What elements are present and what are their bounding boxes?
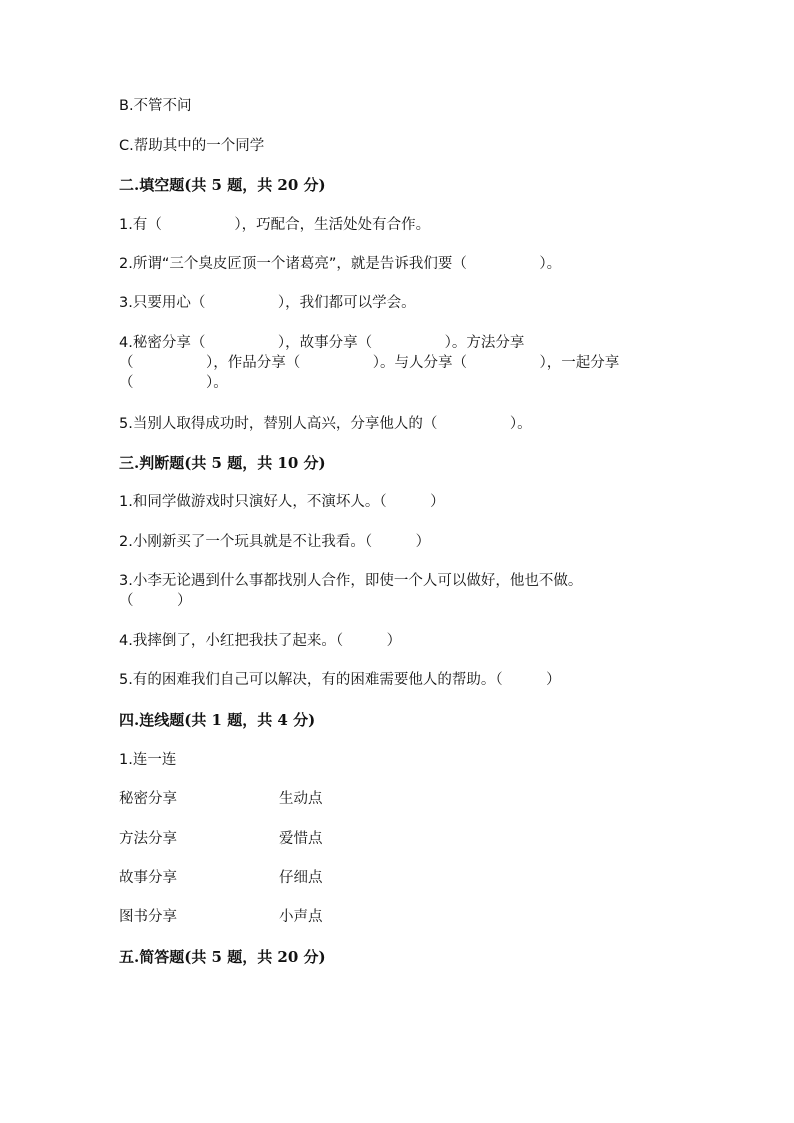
judge-question-5: 5.有的困难我们自己可以解决，有的困难需要他人的帮助。（ ）	[119, 672, 561, 688]
match-pair-row	[119, 907, 323, 927]
match-pair-row	[119, 868, 323, 888]
judge-question-3-line-1: 3.小李无论遇到什么事都找别人合作，即使一个人可以做好，他也不做。	[119, 573, 583, 589]
option-c: C.帮助其中的一个同学	[119, 138, 265, 154]
match-right-item[interactable]: 爱惜点	[279, 831, 323, 847]
judge-question-2: 2.小刚新买了一个玩具就是不让我看。（ ）	[119, 534, 431, 550]
match-pair-row	[119, 829, 323, 849]
fill-question-1: 1.有（ ），巧配合，生活处处有合作。	[119, 217, 431, 233]
fill-question-4-line-1: 4.秘密分享（ ），故事分享（ ）。方法分享	[119, 335, 525, 351]
match-right-item[interactable]: 小声点	[279, 909, 323, 925]
fill-question-2: 2.所谓“三个臭皮匠顶一个诸葛亮”，就是告诉我们要（ ）。	[119, 256, 562, 272]
match-left-item[interactable]: 方法分享	[119, 831, 177, 847]
match-left-item[interactable]: 秘密分享	[119, 791, 177, 807]
match-right-item[interactable]: 生动点	[279, 791, 323, 807]
match-pair-row	[119, 789, 323, 809]
judge-question-3-line-2: （ ）	[119, 593, 192, 609]
match-right-item[interactable]: 仔细点	[279, 870, 323, 886]
match-question-1: 1.连一连	[119, 752, 177, 768]
match-left-item[interactable]: 图书分享	[119, 909, 177, 925]
fill-question-4-line-3: （ ）。	[119, 375, 228, 391]
section-5-heading: 五.简答题(共 5 题，共 20 分)	[119, 948, 326, 966]
section-3-heading: 三.判断题(共 5 题，共 10 分)	[119, 454, 326, 472]
judge-question-4: 4.我摔倒了，小红把我扶了起来。（ ）	[119, 633, 402, 649]
judge-question-1: 1.和同学做游戏时只演好人，不演坏人。（ ）	[119, 494, 445, 510]
option-b: B.不管不问	[119, 98, 192, 114]
match-left-item[interactable]: 故事分享	[119, 870, 177, 886]
fill-question-5: 5.当别人取得成功时，替别人高兴，分享他人的（ ）。	[119, 416, 532, 432]
section-4-heading: 四.连线题(共 1 题，共 4 分)	[119, 711, 316, 729]
fill-question-4-line-2: （ ），作品分享（ ）。与人分享（ ），一起分享	[119, 355, 620, 371]
fill-question-3: 3.只要用心（ ），我们都可以学会。	[119, 295, 416, 311]
section-2-heading: 二.填空题(共 5 题，共 20 分)	[119, 176, 326, 194]
